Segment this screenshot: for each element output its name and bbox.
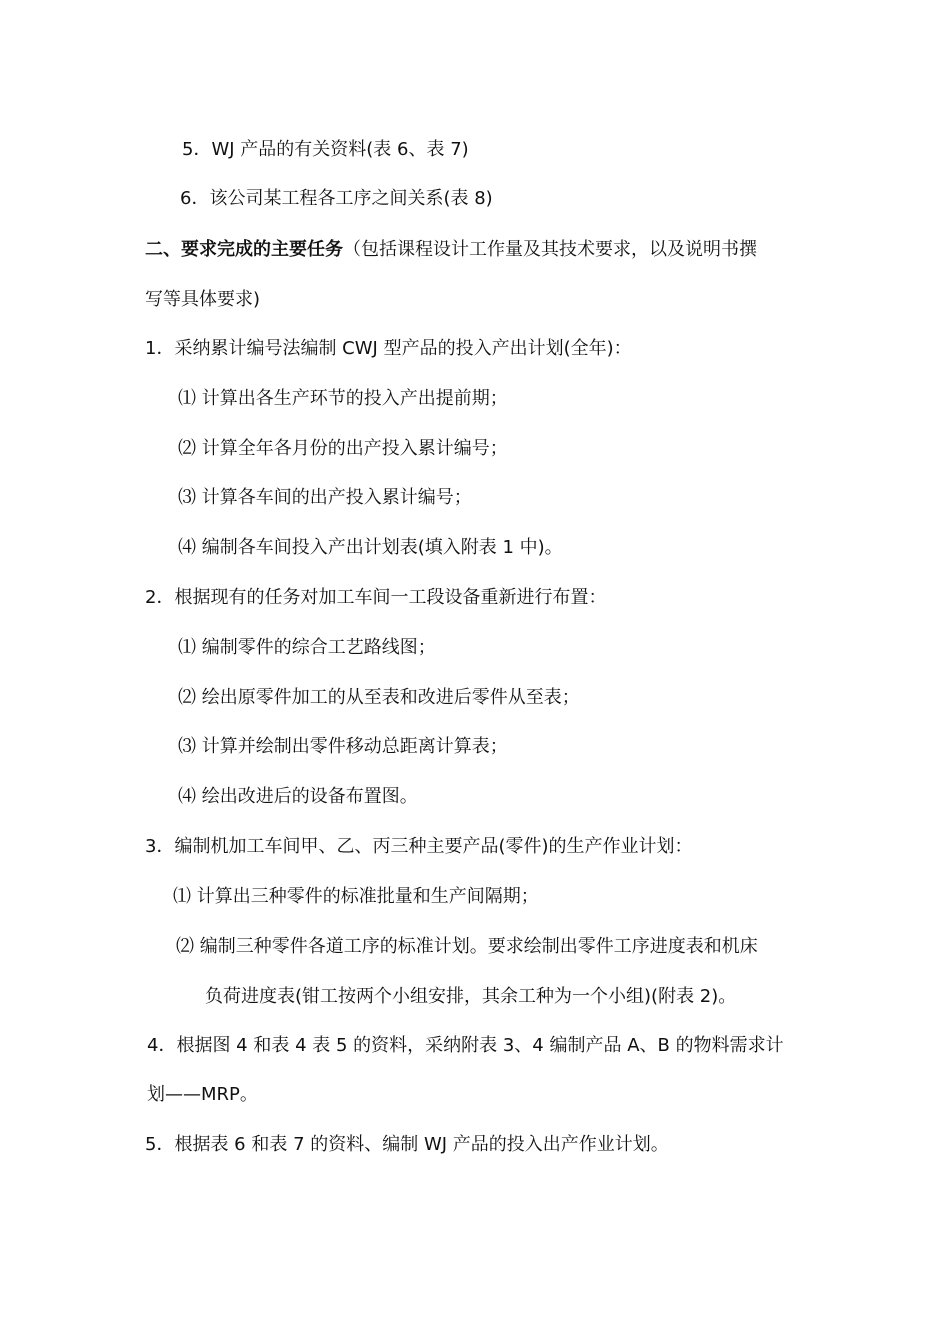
task-3-sub-2-cont: 负荷进度表(钳工按两个小组安排，其余工种为一个小组)(附表 2)。 xyxy=(205,986,737,1007)
section-heading-note: （包括课程设计工作量及其技术要求，以及说明书撰 xyxy=(343,239,757,260)
task-5: 5．根据表 6 和表 7 的资料、编制 WJ 产品的投入出产作业计划。 xyxy=(145,1134,669,1155)
task-1: 1．采纳累计编号法编制 CWJ 型产品的投入产出计划(全年)： xyxy=(145,338,632,359)
task-3-sub-2: ⑵ 编制三种零件各道工序的标准计划。要求绘制出零件工序进度表和机床 xyxy=(176,936,758,957)
task-2: 2．根据现有的任务对加工车间一工段设备重新进行布置： xyxy=(145,587,607,608)
task-2-sub-4: ⑷ 绘出改进后的设备布置图。 xyxy=(178,786,418,807)
task-1-sub-3: ⑶ 计算各车间的出产投入累计编号； xyxy=(178,487,472,508)
task-4-cont: 划——MRP。 xyxy=(147,1084,258,1105)
task-2-sub-1: ⑴ 编制零件的综合工艺路线图； xyxy=(178,637,436,658)
section-heading xyxy=(145,238,757,262)
task-4: 4．根据图 4 和表 4 表 5 的资料，采纳附表 3、4 编制产品 A、B 的物料需求计 xyxy=(147,1035,784,1056)
task-1-sub-1: ⑴ 计算出各生产环节的投入产出提前期； xyxy=(178,388,508,409)
section-heading-note-cont: 写等具体要求) xyxy=(145,289,261,310)
list-item-6: 6．该公司某工程各工序之间关系(表 8) xyxy=(180,188,493,209)
list-item-5: 5．WJ 产品的有关资料(表 6、表 7) xyxy=(182,139,469,160)
task-1-sub-4: ⑷ 编制各车间投入产出计划表(填入附表 1 中)。 xyxy=(178,537,563,558)
task-1-sub-2: ⑵ 计算全年各月份的出产投入累计编号； xyxy=(178,438,508,459)
task-2-sub-2: ⑵ 绘出原零件加工的从至表和改进后零件从至表； xyxy=(178,687,580,708)
section-heading-title: 二、要求完成的主要任务 xyxy=(145,239,343,260)
task-2-sub-3: ⑶ 计算并绘制出零件移动总距离计算表； xyxy=(178,736,508,757)
task-3-sub-1: ⑴ 计算出三种零件的标准批量和生产间隔期； xyxy=(173,886,539,907)
task-3: 3．编制机加工车间甲、乙、丙三种主要产品(零件)的生产作业计划： xyxy=(145,836,693,857)
